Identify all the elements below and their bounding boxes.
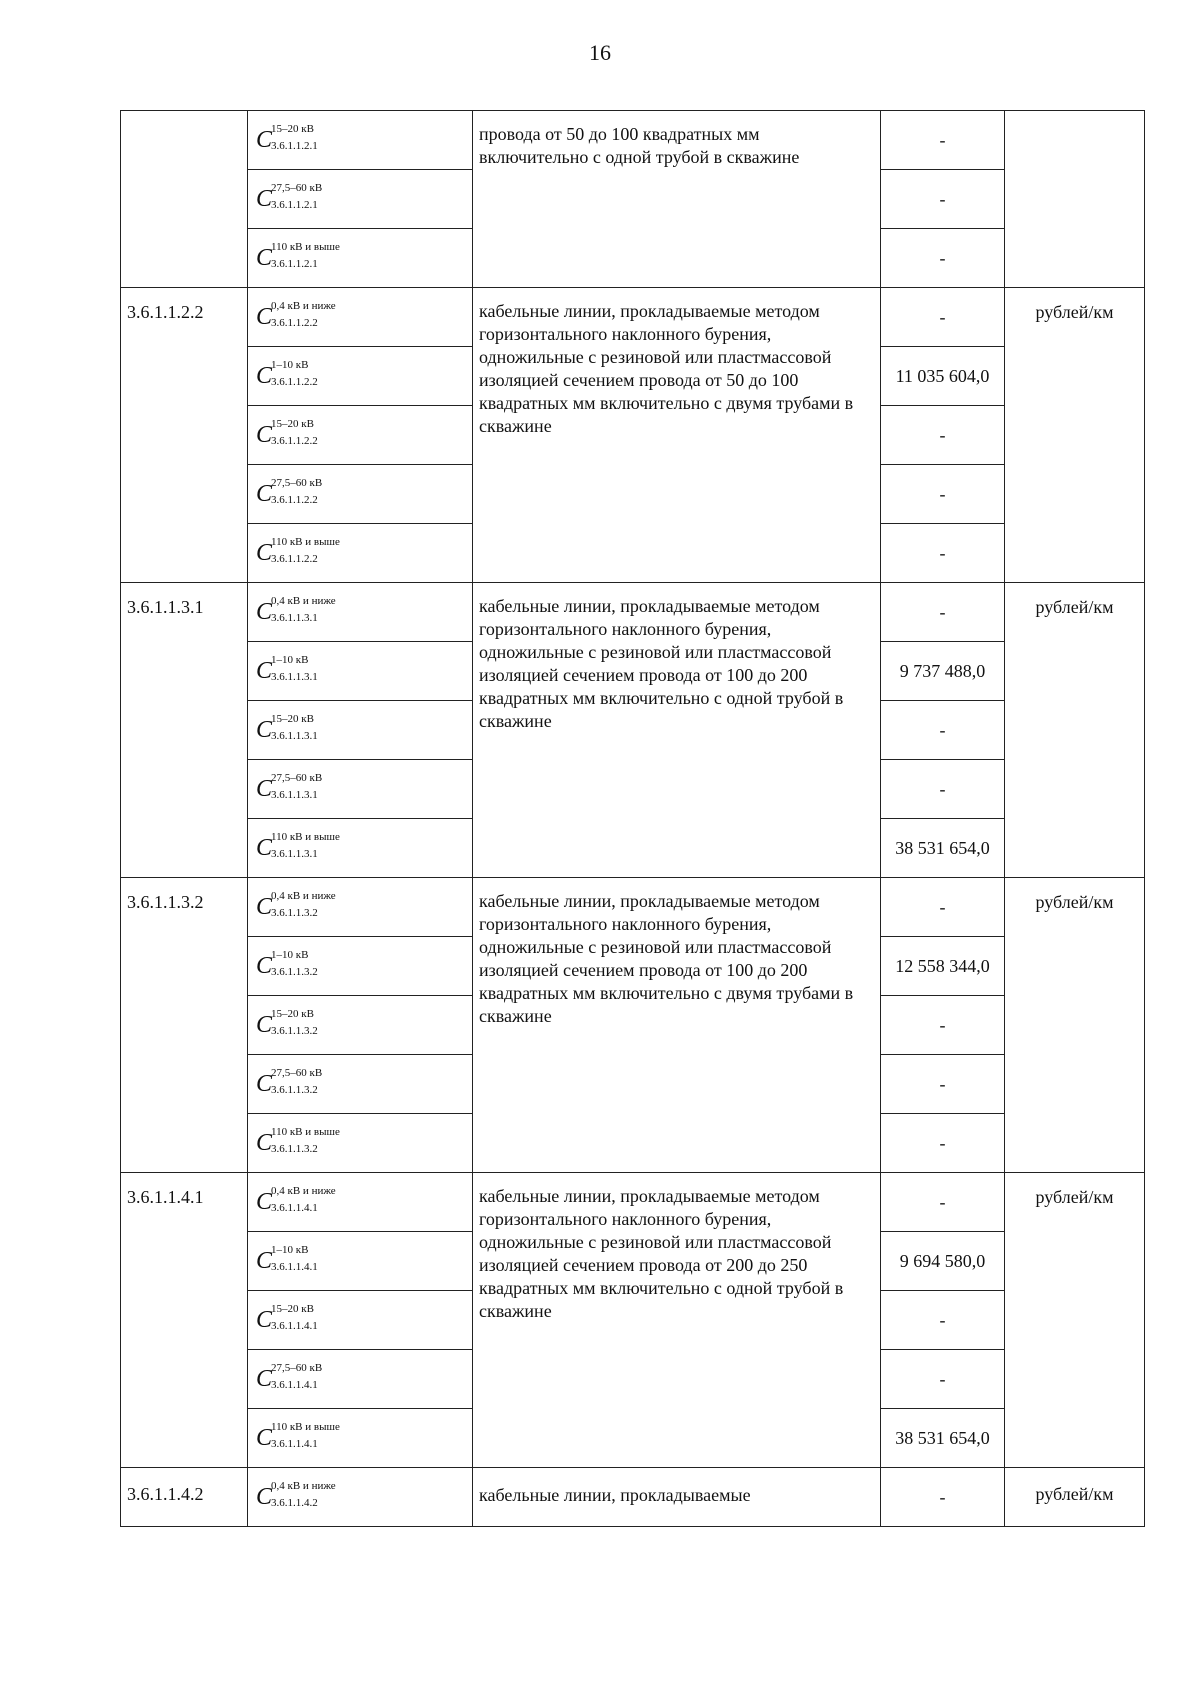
price-symbol <box>248 701 473 760</box>
price-symbol-index: 3.6.1.1.2.2 <box>271 376 318 388</box>
price-symbol-letter: C <box>256 717 273 743</box>
price-symbol-letter: C <box>256 304 273 330</box>
price-symbol-voltage: 110 кВ и выше <box>271 241 340 253</box>
price-symbol-letter: C <box>256 1307 273 1333</box>
price-symbol-formula <box>256 654 456 690</box>
price-symbol-voltage: 0,4 кВ и ниже <box>271 595 336 607</box>
price-symbol-index: 3.6.1.1.3.1 <box>271 671 318 683</box>
price-symbol-index: 3.6.1.1.3.1 <box>271 612 318 624</box>
price-symbol-formula <box>256 1185 456 1221</box>
price-symbol-voltage: 15–20 кВ <box>271 1008 314 1020</box>
item-code: 3.6.1.1.2.2 <box>121 288 248 583</box>
price-value: - <box>881 229 1005 288</box>
price-symbol-voltage: 1–10 кВ <box>271 654 309 666</box>
price-value: - <box>881 878 1005 937</box>
price-symbol <box>248 1055 473 1114</box>
price-symbol-index: 3.6.1.1.4.1 <box>271 1261 318 1273</box>
price-symbol-letter: C <box>256 1425 273 1451</box>
price-symbol-index: 3.6.1.1.4.1 <box>271 1438 318 1450</box>
price-symbol-letter: C <box>256 422 273 448</box>
price-symbol-index: 3.6.1.1.3.2 <box>271 1084 318 1096</box>
price-symbol-voltage: 15–20 кВ <box>271 418 314 430</box>
price-symbol-index: 3.6.1.1.2.2 <box>271 435 318 447</box>
price-symbol <box>248 347 473 406</box>
table-row <box>121 288 1145 347</box>
price-value: - <box>881 583 1005 642</box>
price-symbol-voltage: 0,4 кВ и ниже <box>271 890 336 902</box>
price-symbol <box>248 465 473 524</box>
price-symbol-index: 3.6.1.1.3.2 <box>271 907 318 919</box>
price-symbol-index: 3.6.1.1.2.1 <box>271 199 318 211</box>
price-symbol <box>248 1468 473 1527</box>
price-value: - <box>881 1173 1005 1232</box>
unit-of-measure: рублей/км <box>1005 1468 1145 1527</box>
price-symbol-letter: C <box>256 953 273 979</box>
price-symbol-voltage: 0,4 кВ и ниже <box>271 1480 336 1492</box>
price-symbol-letter: C <box>256 1366 273 1392</box>
price-symbol-formula <box>256 1244 456 1280</box>
price-value: - <box>881 1468 1005 1527</box>
price-symbol-letter: C <box>256 835 273 861</box>
unit-of-measure: рублей/км <box>1005 583 1145 878</box>
price-symbol-formula <box>256 595 456 631</box>
price-symbol-index: 3.6.1.1.4.1 <box>271 1379 318 1391</box>
price-value: - <box>881 1055 1005 1114</box>
price-symbol-voltage: 15–20 кВ <box>271 713 314 725</box>
price-symbol-index: 3.6.1.1.4.1 <box>271 1202 318 1214</box>
price-symbol <box>248 760 473 819</box>
price-symbol-voltage: 15–20 кВ <box>271 1303 314 1315</box>
price-symbol <box>248 1232 473 1291</box>
item-description: кабельные линии, прокладываемые методом горизонтального наклонного бурения, одножильные с резиновой или пластмассовой изоляцией сечением провода от 100 до 200 квадратных мм включительно с одной трубой в скважине <box>473 583 881 878</box>
price-symbol-index: 3.6.1.1.2.2 <box>271 317 318 329</box>
price-value: - <box>881 701 1005 760</box>
price-symbol-voltage: 0,4 кВ и ниже <box>271 1185 336 1197</box>
price-value: - <box>881 170 1005 229</box>
price-symbol-index: 3.6.1.1.3.1 <box>271 848 318 860</box>
price-symbol-index: 3.6.1.1.3.2 <box>271 966 318 978</box>
price-symbol-formula <box>256 1067 456 1103</box>
price-symbol-formula <box>256 1421 456 1457</box>
price-symbol-voltage: 110 кВ и выше <box>271 1126 340 1138</box>
price-symbol <box>248 1114 473 1173</box>
price-symbol-letter: C <box>256 127 273 153</box>
price-symbol <box>248 1291 473 1350</box>
price-symbol <box>248 524 473 583</box>
page-number: 16 <box>589 40 611 65</box>
item-code: 3.6.1.1.4.1 <box>121 1173 248 1468</box>
price-symbol-letter: C <box>256 245 273 271</box>
price-value: - <box>881 1114 1005 1173</box>
price-symbol-formula <box>256 359 456 395</box>
price-symbol-voltage: 0,4 кВ и ниже <box>271 300 336 312</box>
price-symbol-voltage: 27,5–60 кВ <box>271 1362 323 1374</box>
price-value: - <box>881 760 1005 819</box>
item-code <box>121 111 248 288</box>
price-symbol-index: 3.6.1.1.2.1 <box>271 140 318 152</box>
price-symbol <box>248 406 473 465</box>
price-value: 9 737 488,0 <box>881 642 1005 701</box>
price-symbol-formula <box>256 772 456 808</box>
tariff-table-body <box>121 111 1145 1527</box>
price-symbol-formula <box>256 949 456 985</box>
price-symbol-formula <box>256 123 456 159</box>
price-symbol-letter: C <box>256 599 273 625</box>
item-description: кабельные линии, прокладываемые методом горизонтального наклонного бурения, одножильные с резиновой или пластмассовой изоляцией сечением провода от 200 до 250 квадратных мм включительно с одной трубой в скважине <box>473 1173 881 1468</box>
price-symbol-index: 3.6.1.1.4.2 <box>271 1497 318 1509</box>
price-symbol <box>248 1409 473 1468</box>
unit-of-measure: рублей/км <box>1005 288 1145 583</box>
price-symbol-index: 3.6.1.1.3.2 <box>271 1025 318 1037</box>
price-symbol <box>248 937 473 996</box>
price-symbol <box>248 170 473 229</box>
table-row <box>121 878 1145 937</box>
price-symbol-index: 3.6.1.1.2.1 <box>271 258 318 270</box>
item-description: провода от 50 до 100 квадратных мм включительно с одной трубой в скважине <box>473 111 881 288</box>
item-code: 3.6.1.1.3.1 <box>121 583 248 878</box>
unit-of-measure <box>1005 111 1145 288</box>
price-symbol <box>248 583 473 642</box>
price-symbol-voltage: 110 кВ и выше <box>271 831 340 843</box>
price-value: 9 694 580,0 <box>881 1232 1005 1291</box>
price-symbol-formula <box>256 300 456 336</box>
price-value: 38 531 654,0 <box>881 819 1005 878</box>
price-symbol-formula <box>256 1362 456 1398</box>
price-symbol-index: 3.6.1.1.3.1 <box>271 730 318 742</box>
price-symbol <box>248 1350 473 1409</box>
price-symbol-voltage: 1–10 кВ <box>271 1244 309 1256</box>
price-symbol-formula <box>256 1480 456 1516</box>
price-symbol-index: 3.6.1.1.4.1 <box>271 1320 318 1332</box>
price-value: 11 035 604,0 <box>881 347 1005 406</box>
price-symbol <box>248 1173 473 1232</box>
price-symbol-voltage: 15–20 кВ <box>271 123 314 135</box>
price-symbol-voltage: 110 кВ и выше <box>271 1421 340 1433</box>
price-value: - <box>881 996 1005 1055</box>
price-symbol-letter: C <box>256 1484 273 1510</box>
price-value: - <box>881 406 1005 465</box>
price-symbol-letter: C <box>256 776 273 802</box>
table-row <box>121 1468 1145 1527</box>
price-symbol-formula <box>256 713 456 749</box>
price-symbol-formula <box>256 1126 456 1162</box>
item-code: 3.6.1.1.4.2 <box>121 1468 248 1527</box>
price-symbol-voltage: 27,5–60 кВ <box>271 772 323 784</box>
price-symbol <box>248 819 473 878</box>
price-symbol <box>248 229 473 288</box>
price-symbol-letter: C <box>256 1012 273 1038</box>
price-symbol-letter: C <box>256 1071 273 1097</box>
price-symbol-index: 3.6.1.1.2.2 <box>271 553 318 565</box>
price-symbol <box>248 878 473 937</box>
unit-of-measure: рублей/км <box>1005 878 1145 1173</box>
price-symbol-index: 3.6.1.1.2.2 <box>271 494 318 506</box>
price-value: - <box>881 1291 1005 1350</box>
price-symbol-formula <box>256 241 456 277</box>
price-symbol-letter: C <box>256 658 273 684</box>
item-description: кабельные линии, прокладываемые методом горизонтального наклонного бурения, одножильные с резиновой или пластмассовой изоляцией сечением провода от 100 до 200 квадратных мм включительно с двумя трубами в скважине <box>473 878 881 1173</box>
price-symbol-formula <box>256 1008 456 1044</box>
table-row <box>121 1173 1145 1232</box>
price-value: 38 531 654,0 <box>881 1409 1005 1468</box>
price-symbol-voltage: 1–10 кВ <box>271 949 309 961</box>
price-symbol-letter: C <box>256 894 273 920</box>
price-symbol-letter: C <box>256 1189 273 1215</box>
table-row <box>121 111 1145 170</box>
price-symbol-formula <box>256 418 456 454</box>
price-value: - <box>881 465 1005 524</box>
item-code: 3.6.1.1.3.2 <box>121 878 248 1173</box>
price-symbol <box>248 996 473 1055</box>
price-symbol <box>248 642 473 701</box>
price-value: - <box>881 288 1005 347</box>
price-symbol-letter: C <box>256 1130 273 1156</box>
price-value: - <box>881 111 1005 170</box>
price-symbol-formula <box>256 1303 456 1339</box>
price-symbol-formula <box>256 182 456 218</box>
price-symbol-index: 3.6.1.1.3.2 <box>271 1143 318 1155</box>
tariff-table <box>120 110 1145 1527</box>
price-symbol <box>248 111 473 170</box>
price-symbol-voltage: 27,5–60 кВ <box>271 1067 323 1079</box>
unit-of-measure: рублей/км <box>1005 1173 1145 1468</box>
price-symbol-formula <box>256 536 456 572</box>
price-symbol-letter: C <box>256 1248 273 1274</box>
price-value: 12 558 344,0 <box>881 937 1005 996</box>
price-symbol-formula <box>256 890 456 926</box>
price-symbol-formula <box>256 477 456 513</box>
price-symbol-voltage: 110 кВ и выше <box>271 536 340 548</box>
price-value: - <box>881 1350 1005 1409</box>
price-symbol <box>248 288 473 347</box>
price-symbol-voltage: 1–10 кВ <box>271 359 309 371</box>
price-value: - <box>881 524 1005 583</box>
price-symbol-letter: C <box>256 481 273 507</box>
table-row <box>121 583 1145 642</box>
price-symbol-index: 3.6.1.1.3.1 <box>271 789 318 801</box>
price-symbol-voltage: 27,5–60 кВ <box>271 182 323 194</box>
price-symbol-letter: C <box>256 363 273 389</box>
price-symbol-letter: C <box>256 540 273 566</box>
price-symbol-letter: C <box>256 186 273 212</box>
item-description: кабельные линии, прокладываемые методом горизонтального наклонного бурения, одножильные с резиновой или пластмассовой изоляцией сечением провода от 50 до 100 квадратных мм включительно с двумя трубами в скважине <box>473 288 881 583</box>
price-symbol-voltage: 27,5–60 кВ <box>271 477 323 489</box>
item-description: кабельные линии, прокладываемые <box>473 1468 881 1527</box>
price-symbol-formula <box>256 831 456 867</box>
